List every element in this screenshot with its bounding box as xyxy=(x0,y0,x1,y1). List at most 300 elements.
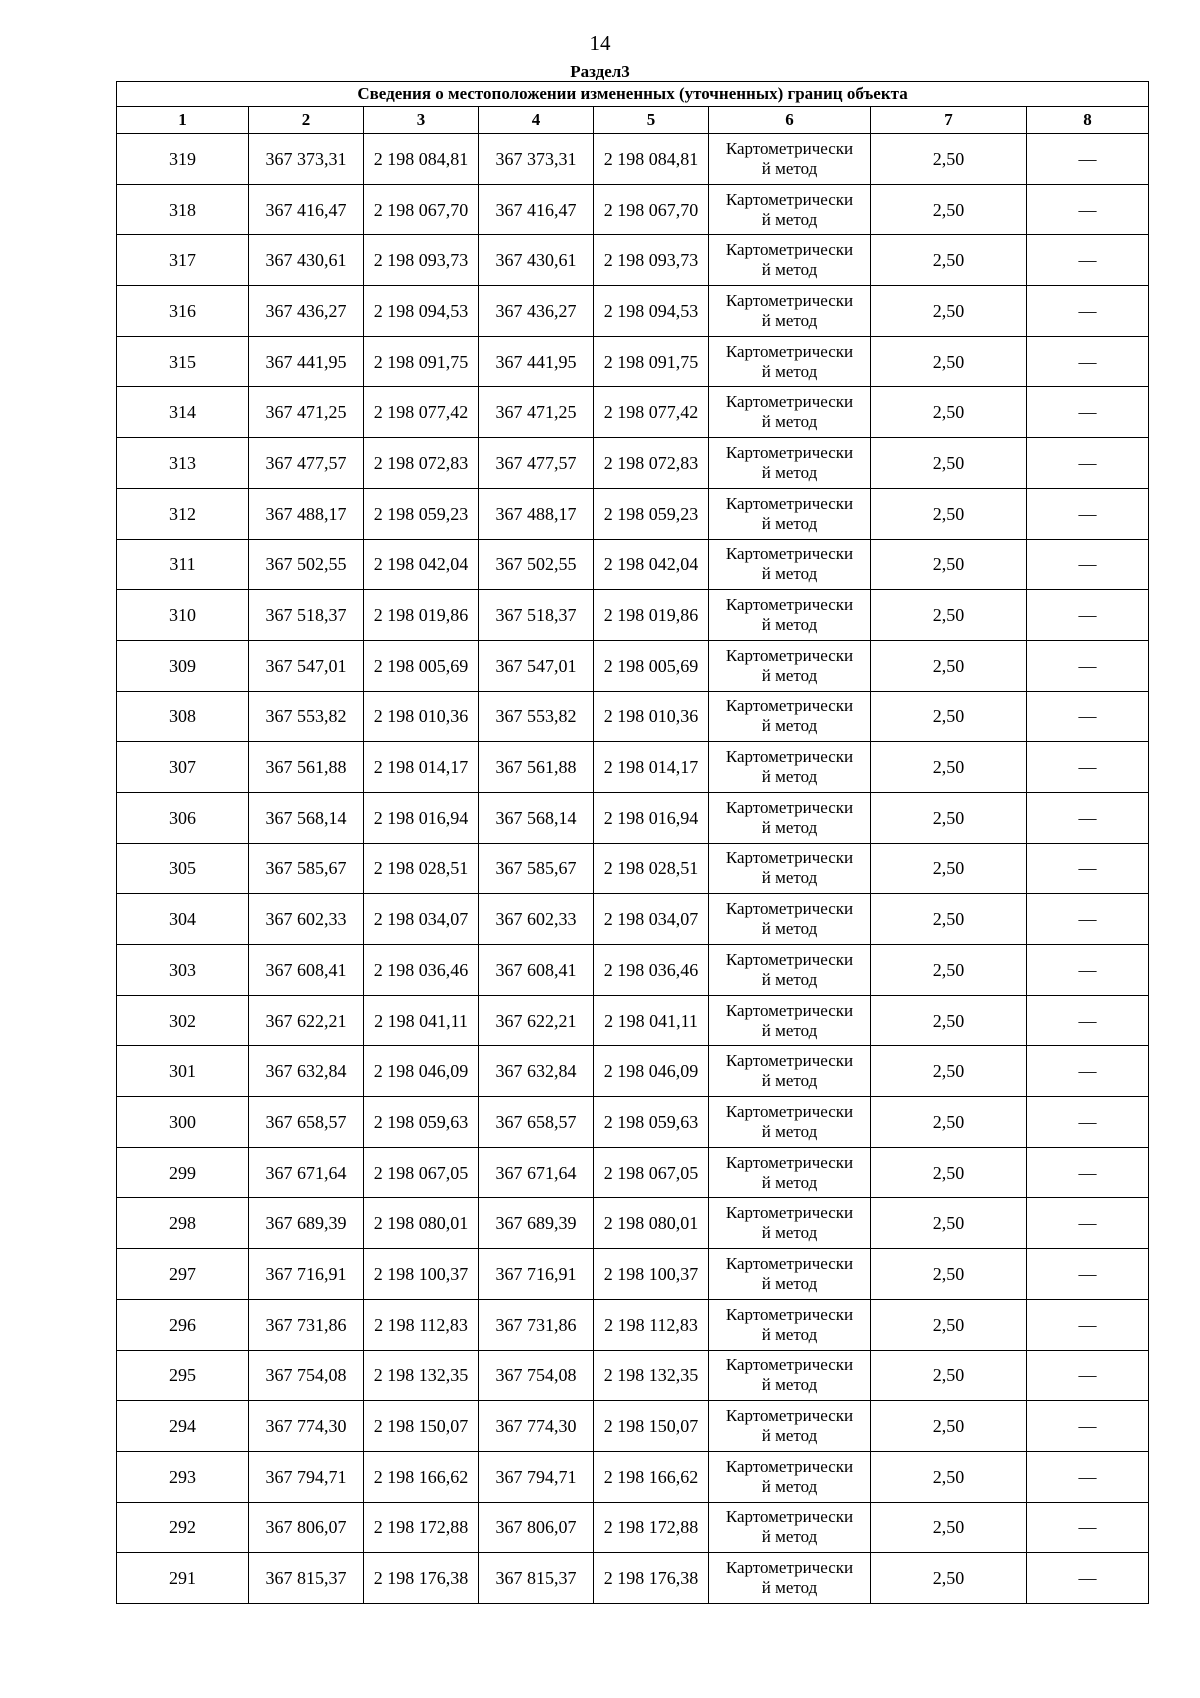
method-text-line: Картометрически xyxy=(725,1000,854,1020)
x-coordinate-refined-cell: 367 416,47 xyxy=(479,184,594,235)
accuracy-cell: 2,50 xyxy=(871,134,1027,185)
x-coordinate-refined-cell: 367 373,31 xyxy=(479,134,594,185)
accuracy-cell: 2,50 xyxy=(871,894,1027,945)
y-coordinate-existing-cell: 2 198 042,04 xyxy=(364,539,479,590)
column-header: 1 xyxy=(117,107,249,134)
method-text-line: й метод xyxy=(761,462,818,482)
method-cell xyxy=(709,336,871,387)
method-text-line: й метод xyxy=(761,1020,818,1040)
method-text-line: Картометрически xyxy=(725,493,854,513)
y-coordinate-existing-cell: 2 198 010,36 xyxy=(364,691,479,742)
method-cell xyxy=(709,1350,871,1401)
x-coordinate-existing-cell: 367 608,41 xyxy=(249,945,364,996)
description-cell: — xyxy=(1027,945,1149,996)
x-coordinate-refined-cell: 367 794,71 xyxy=(479,1451,594,1502)
table-row xyxy=(117,1299,1149,1350)
accuracy-cell: 2,50 xyxy=(871,488,1027,539)
method-cell xyxy=(709,1147,871,1198)
description-cell: — xyxy=(1027,1401,1149,1452)
table-header-row xyxy=(117,107,1149,134)
x-coordinate-refined-cell: 367 671,64 xyxy=(479,1147,594,1198)
y-coordinate-existing-cell: 2 198 150,07 xyxy=(364,1401,479,1452)
method-cell xyxy=(709,640,871,691)
table-row xyxy=(117,134,1149,185)
x-coordinate-refined-cell: 367 518,37 xyxy=(479,590,594,641)
x-coordinate-existing-cell: 367 373,31 xyxy=(249,134,364,185)
y-coordinate-refined-cell: 2 198 084,81 xyxy=(594,134,709,185)
accuracy-cell: 2,50 xyxy=(871,1147,1027,1198)
method-text-line: Картометрически xyxy=(725,1355,854,1375)
method-text-line: й метод xyxy=(761,969,818,989)
y-coordinate-refined-cell: 2 198 080,01 xyxy=(594,1198,709,1249)
table-row xyxy=(117,184,1149,235)
y-coordinate-existing-cell: 2 198 084,81 xyxy=(364,134,479,185)
method-text-line: й метод xyxy=(761,1172,818,1192)
method-cell xyxy=(709,134,871,185)
method-text-line: й метод xyxy=(761,615,818,635)
table-row xyxy=(117,1147,1149,1198)
accuracy-cell: 2,50 xyxy=(871,1401,1027,1452)
boundary-coordinates-table xyxy=(116,81,1149,1604)
y-coordinate-refined-cell: 2 198 077,42 xyxy=(594,387,709,438)
method-text-line: й метод xyxy=(761,1121,818,1141)
method-text-line: Картометрически xyxy=(725,797,854,817)
x-coordinate-refined-cell: 367 815,37 xyxy=(479,1553,594,1604)
accuracy-cell: 2,50 xyxy=(871,742,1027,793)
method-text-line: Картометрически xyxy=(725,848,854,868)
accuracy-cell: 2,50 xyxy=(871,387,1027,438)
description-cell: — xyxy=(1027,1451,1149,1502)
x-coordinate-refined-cell: 367 774,30 xyxy=(479,1401,594,1452)
y-coordinate-refined-cell: 2 198 093,73 xyxy=(594,235,709,286)
x-coordinate-refined-cell: 367 477,57 xyxy=(479,438,594,489)
table-row xyxy=(117,640,1149,691)
accuracy-cell: 2,50 xyxy=(871,235,1027,286)
x-coordinate-existing-cell: 367 622,21 xyxy=(249,995,364,1046)
x-coordinate-existing-cell: 367 518,37 xyxy=(249,590,364,641)
method-text-line: Картометрически xyxy=(725,290,854,310)
table-row xyxy=(117,1350,1149,1401)
description-cell: — xyxy=(1027,691,1149,742)
y-coordinate-refined-cell: 2 198 016,94 xyxy=(594,792,709,843)
table-row xyxy=(117,792,1149,843)
x-coordinate-refined-cell: 367 622,21 xyxy=(479,995,594,1046)
accuracy-cell: 2,50 xyxy=(871,539,1027,590)
y-coordinate-existing-cell: 2 198 077,42 xyxy=(364,387,479,438)
column-header: 3 xyxy=(364,107,479,134)
accuracy-cell: 2,50 xyxy=(871,945,1027,996)
x-coordinate-refined-cell: 367 553,82 xyxy=(479,691,594,742)
point-number-cell: 308 xyxy=(117,691,249,742)
description-cell: — xyxy=(1027,488,1149,539)
x-coordinate-refined-cell: 367 568,14 xyxy=(479,792,594,843)
y-coordinate-refined-cell: 2 198 100,37 xyxy=(594,1249,709,1300)
method-text-line: й метод xyxy=(761,158,818,178)
y-coordinate-existing-cell: 2 198 094,53 xyxy=(364,286,479,337)
accuracy-cell: 2,50 xyxy=(871,590,1027,641)
y-coordinate-existing-cell: 2 198 016,94 xyxy=(364,792,479,843)
method-text-line: Картометрически xyxy=(725,949,854,969)
point-number-cell: 304 xyxy=(117,894,249,945)
column-header: 8 xyxy=(1027,107,1149,134)
x-coordinate-refined-cell: 367 754,08 xyxy=(479,1350,594,1401)
y-coordinate-existing-cell: 2 198 059,63 xyxy=(364,1097,479,1148)
x-coordinate-existing-cell: 367 553,82 xyxy=(249,691,364,742)
y-coordinate-refined-cell: 2 198 042,04 xyxy=(594,539,709,590)
accuracy-cell: 2,50 xyxy=(871,336,1027,387)
x-coordinate-existing-cell: 367 441,95 xyxy=(249,336,364,387)
method-text-line: й метод xyxy=(761,260,818,280)
accuracy-cell: 2,50 xyxy=(871,286,1027,337)
table-row xyxy=(117,488,1149,539)
x-coordinate-existing-cell: 367 602,33 xyxy=(249,894,364,945)
description-cell: — xyxy=(1027,387,1149,438)
y-coordinate-existing-cell: 2 198 067,70 xyxy=(364,184,479,235)
point-number-cell: 313 xyxy=(117,438,249,489)
method-text-line: й метод xyxy=(761,1476,818,1496)
method-text-line: Картометрически xyxy=(725,1507,854,1527)
method-text-line: Картометрически xyxy=(725,1203,854,1223)
column-header: 5 xyxy=(594,107,709,134)
method-cell xyxy=(709,387,871,438)
accuracy-cell: 2,50 xyxy=(871,640,1027,691)
point-number-cell: 315 xyxy=(117,336,249,387)
y-coordinate-refined-cell: 2 198 072,83 xyxy=(594,438,709,489)
method-text-line: й метод xyxy=(761,513,818,533)
description-cell: — xyxy=(1027,134,1149,185)
method-text-line: й метод xyxy=(761,817,818,837)
x-coordinate-refined-cell: 367 488,17 xyxy=(479,488,594,539)
x-coordinate-existing-cell: 367 416,47 xyxy=(249,184,364,235)
x-coordinate-existing-cell: 367 547,01 xyxy=(249,640,364,691)
point-number-cell: 291 xyxy=(117,1553,249,1604)
point-number-cell: 319 xyxy=(117,134,249,185)
table-row xyxy=(117,1046,1149,1097)
method-text-line: Картометрически xyxy=(725,189,854,209)
y-coordinate-existing-cell: 2 198 041,11 xyxy=(364,995,479,1046)
y-coordinate-refined-cell: 2 198 041,11 xyxy=(594,995,709,1046)
y-coordinate-refined-cell: 2 198 094,53 xyxy=(594,286,709,337)
y-coordinate-refined-cell: 2 198 067,05 xyxy=(594,1147,709,1198)
column-header: 7 xyxy=(871,107,1027,134)
y-coordinate-existing-cell: 2 198 093,73 xyxy=(364,235,479,286)
method-cell xyxy=(709,235,871,286)
description-cell: — xyxy=(1027,894,1149,945)
y-coordinate-existing-cell: 2 198 034,07 xyxy=(364,894,479,945)
method-cell xyxy=(709,488,871,539)
method-text-line: Картометрически xyxy=(725,1304,854,1324)
x-coordinate-existing-cell: 367 502,55 xyxy=(249,539,364,590)
description-cell: — xyxy=(1027,1299,1149,1350)
y-coordinate-refined-cell: 2 198 059,23 xyxy=(594,488,709,539)
x-coordinate-refined-cell: 367 471,25 xyxy=(479,387,594,438)
y-coordinate-refined-cell: 2 198 034,07 xyxy=(594,894,709,945)
x-coordinate-refined-cell: 367 602,33 xyxy=(479,894,594,945)
accuracy-cell: 2,50 xyxy=(871,1097,1027,1148)
description-cell: — xyxy=(1027,286,1149,337)
method-cell xyxy=(709,1249,871,1300)
method-cell xyxy=(709,1046,871,1097)
x-coordinate-existing-cell: 367 561,88 xyxy=(249,742,364,793)
column-header: 2 xyxy=(249,107,364,134)
method-text-line: й метод xyxy=(761,1071,818,1091)
method-text-line: й метод xyxy=(761,767,818,787)
x-coordinate-existing-cell: 367 632,84 xyxy=(249,1046,364,1097)
x-coordinate-existing-cell: 367 658,57 xyxy=(249,1097,364,1148)
point-number-cell: 306 xyxy=(117,792,249,843)
point-number-cell: 302 xyxy=(117,995,249,1046)
x-coordinate-refined-cell: 367 658,57 xyxy=(479,1097,594,1148)
description-cell: — xyxy=(1027,1553,1149,1604)
description-cell: — xyxy=(1027,438,1149,489)
accuracy-cell: 2,50 xyxy=(871,691,1027,742)
method-text-line: Картометрически xyxy=(725,1253,854,1273)
table-row xyxy=(117,336,1149,387)
method-text-line: й метод xyxy=(761,1527,818,1547)
y-coordinate-refined-cell: 2 198 046,09 xyxy=(594,1046,709,1097)
description-cell: — xyxy=(1027,1502,1149,1553)
x-coordinate-existing-cell: 367 774,30 xyxy=(249,1401,364,1452)
method-text-line: Картометрически xyxy=(725,1101,854,1121)
x-coordinate-existing-cell: 367 806,07 xyxy=(249,1502,364,1553)
accuracy-cell: 2,50 xyxy=(871,995,1027,1046)
accuracy-cell: 2,50 xyxy=(871,1198,1027,1249)
table-row xyxy=(117,387,1149,438)
method-text-line: Картометрически xyxy=(725,240,854,260)
x-coordinate-refined-cell: 367 632,84 xyxy=(479,1046,594,1097)
point-number-cell: 311 xyxy=(117,539,249,590)
method-cell xyxy=(709,590,871,641)
method-text-line: й метод xyxy=(761,716,818,736)
method-text-line: Картометрически xyxy=(725,392,854,412)
x-coordinate-existing-cell: 367 815,37 xyxy=(249,1553,364,1604)
table-row xyxy=(117,742,1149,793)
table-row xyxy=(117,438,1149,489)
point-number-cell: 309 xyxy=(117,640,249,691)
x-coordinate-existing-cell: 367 754,08 xyxy=(249,1350,364,1401)
description-cell: — xyxy=(1027,1198,1149,1249)
method-text-line: й метод xyxy=(761,209,818,229)
column-header: 4 xyxy=(479,107,594,134)
table-row xyxy=(117,843,1149,894)
point-number-cell: 299 xyxy=(117,1147,249,1198)
point-number-cell: 298 xyxy=(117,1198,249,1249)
method-text-line: й метод xyxy=(761,1578,818,1598)
method-cell xyxy=(709,792,871,843)
method-cell xyxy=(709,1097,871,1148)
method-text-line: й метод xyxy=(761,665,818,685)
method-text-line: Картометрически xyxy=(725,1456,854,1476)
method-cell xyxy=(709,1553,871,1604)
y-coordinate-refined-cell: 2 198 014,17 xyxy=(594,742,709,793)
method-cell xyxy=(709,1502,871,1553)
y-coordinate-existing-cell: 2 198 132,35 xyxy=(364,1350,479,1401)
method-text-line: й метод xyxy=(761,1273,818,1293)
x-coordinate-refined-cell: 367 716,91 xyxy=(479,1249,594,1300)
y-coordinate-refined-cell: 2 198 010,36 xyxy=(594,691,709,742)
x-coordinate-refined-cell: 367 441,95 xyxy=(479,336,594,387)
method-cell xyxy=(709,843,871,894)
method-cell xyxy=(709,945,871,996)
y-coordinate-refined-cell: 2 198 176,38 xyxy=(594,1553,709,1604)
description-cell: — xyxy=(1027,995,1149,1046)
method-text-line: Картометрически xyxy=(725,442,854,462)
method-text-line: й метод xyxy=(761,1324,818,1344)
description-cell: — xyxy=(1027,1046,1149,1097)
description-cell: — xyxy=(1027,235,1149,286)
y-coordinate-existing-cell: 2 198 067,05 xyxy=(364,1147,479,1198)
method-text-line: Картометрически xyxy=(725,696,854,716)
description-cell: — xyxy=(1027,1350,1149,1401)
accuracy-cell: 2,50 xyxy=(871,1249,1027,1300)
method-cell xyxy=(709,742,871,793)
x-coordinate-existing-cell: 367 568,14 xyxy=(249,792,364,843)
method-text-line: Картометрически xyxy=(725,645,854,665)
table-row xyxy=(117,1198,1149,1249)
y-coordinate-existing-cell: 2 198 072,83 xyxy=(364,438,479,489)
x-coordinate-refined-cell: 367 585,67 xyxy=(479,843,594,894)
method-text-line: й метод xyxy=(761,361,818,381)
x-coordinate-existing-cell: 367 585,67 xyxy=(249,843,364,894)
table-caption: Сведения о местоположении измененных (уточненных) границ объекта xyxy=(117,82,1149,107)
y-coordinate-existing-cell: 2 198 059,23 xyxy=(364,488,479,539)
description-cell: — xyxy=(1027,742,1149,793)
table-caption-row xyxy=(117,82,1149,107)
x-coordinate-existing-cell: 367 471,25 xyxy=(249,387,364,438)
table-row xyxy=(117,539,1149,590)
method-text-line: Картометрически xyxy=(725,544,854,564)
method-cell xyxy=(709,1451,871,1502)
description-cell: — xyxy=(1027,590,1149,641)
point-number-cell: 293 xyxy=(117,1451,249,1502)
y-coordinate-existing-cell: 2 198 036,46 xyxy=(364,945,479,996)
method-text-line: й метод xyxy=(761,919,818,939)
table-row xyxy=(117,1502,1149,1553)
description-cell: — xyxy=(1027,336,1149,387)
y-coordinate-existing-cell: 2 198 005,69 xyxy=(364,640,479,691)
description-cell: — xyxy=(1027,184,1149,235)
point-number-cell: 301 xyxy=(117,1046,249,1097)
method-cell xyxy=(709,1401,871,1452)
page-number: 14 xyxy=(589,31,611,55)
method-cell xyxy=(709,539,871,590)
x-coordinate-existing-cell: 367 689,39 xyxy=(249,1198,364,1249)
description-cell: — xyxy=(1027,1249,1149,1300)
y-coordinate-refined-cell: 2 198 112,83 xyxy=(594,1299,709,1350)
method-cell xyxy=(709,184,871,235)
point-number-cell: 296 xyxy=(117,1299,249,1350)
y-coordinate-refined-cell: 2 198 150,07 xyxy=(594,1401,709,1452)
accuracy-cell: 2,50 xyxy=(871,843,1027,894)
description-cell: — xyxy=(1027,1097,1149,1148)
y-coordinate-refined-cell: 2 198 172,88 xyxy=(594,1502,709,1553)
method-text-line: Картометрически xyxy=(725,595,854,615)
y-coordinate-refined-cell: 2 198 067,70 xyxy=(594,184,709,235)
method-text-line: Картометрически xyxy=(725,1152,854,1172)
method-cell xyxy=(709,691,871,742)
y-coordinate-existing-cell: 2 198 080,01 xyxy=(364,1198,479,1249)
y-coordinate-existing-cell: 2 198 176,38 xyxy=(364,1553,479,1604)
method-text-line: й метод xyxy=(761,1375,818,1395)
x-coordinate-refined-cell: 367 731,86 xyxy=(479,1299,594,1350)
accuracy-cell: 2,50 xyxy=(871,1451,1027,1502)
method-text-line: й метод xyxy=(761,564,818,584)
point-number-cell: 317 xyxy=(117,235,249,286)
description-cell: — xyxy=(1027,640,1149,691)
table-row xyxy=(117,1451,1149,1502)
description-cell: — xyxy=(1027,1147,1149,1198)
y-coordinate-existing-cell: 2 198 100,37 xyxy=(364,1249,479,1300)
method-text-line: Картометрически xyxy=(725,1051,854,1071)
method-text-line: й метод xyxy=(761,1426,818,1446)
x-coordinate-existing-cell: 367 488,17 xyxy=(249,488,364,539)
accuracy-cell: 2,50 xyxy=(871,1502,1027,1553)
x-coordinate-existing-cell: 367 477,57 xyxy=(249,438,364,489)
description-cell: — xyxy=(1027,539,1149,590)
description-cell: — xyxy=(1027,792,1149,843)
method-text-line: Картометрически xyxy=(725,1406,854,1426)
method-cell xyxy=(709,894,871,945)
table-row xyxy=(117,1401,1149,1452)
point-number-cell: 316 xyxy=(117,286,249,337)
y-coordinate-existing-cell: 2 198 028,51 xyxy=(364,843,479,894)
method-text-line: Картометрически xyxy=(725,899,854,919)
y-coordinate-refined-cell: 2 198 019,86 xyxy=(594,590,709,641)
y-coordinate-existing-cell: 2 198 019,86 xyxy=(364,590,479,641)
y-coordinate-refined-cell: 2 198 091,75 xyxy=(594,336,709,387)
x-coordinate-refined-cell: 367 689,39 xyxy=(479,1198,594,1249)
x-coordinate-refined-cell: 367 806,07 xyxy=(479,1502,594,1553)
y-coordinate-refined-cell: 2 198 132,35 xyxy=(594,1350,709,1401)
column-header: 6 xyxy=(709,107,871,134)
method-cell xyxy=(709,286,871,337)
x-coordinate-existing-cell: 367 436,27 xyxy=(249,286,364,337)
accuracy-cell: 2,50 xyxy=(871,1299,1027,1350)
x-coordinate-refined-cell: 367 430,61 xyxy=(479,235,594,286)
x-coordinate-refined-cell: 367 561,88 xyxy=(479,742,594,793)
method-cell xyxy=(709,1299,871,1350)
y-coordinate-existing-cell: 2 198 166,62 xyxy=(364,1451,479,1502)
x-coordinate-refined-cell: 367 502,55 xyxy=(479,539,594,590)
table-body xyxy=(117,134,1149,1604)
y-coordinate-refined-cell: 2 198 028,51 xyxy=(594,843,709,894)
method-text-line: Картометрически xyxy=(725,341,854,361)
x-coordinate-refined-cell: 367 608,41 xyxy=(479,945,594,996)
table-row xyxy=(117,1249,1149,1300)
x-coordinate-existing-cell: 367 430,61 xyxy=(249,235,364,286)
x-coordinate-refined-cell: 367 547,01 xyxy=(479,640,594,691)
point-number-cell: 292 xyxy=(117,1502,249,1553)
y-coordinate-existing-cell: 2 198 091,75 xyxy=(364,336,479,387)
y-coordinate-existing-cell: 2 198 014,17 xyxy=(364,742,479,793)
point-number-cell: 297 xyxy=(117,1249,249,1300)
point-number-cell: 314 xyxy=(117,387,249,438)
accuracy-cell: 2,50 xyxy=(871,184,1027,235)
point-number-cell: 303 xyxy=(117,945,249,996)
method-cell xyxy=(709,995,871,1046)
method-cell xyxy=(709,438,871,489)
y-coordinate-refined-cell: 2 198 059,63 xyxy=(594,1097,709,1148)
point-number-cell: 312 xyxy=(117,488,249,539)
y-coordinate-existing-cell: 2 198 172,88 xyxy=(364,1502,479,1553)
table-row xyxy=(117,691,1149,742)
point-number-cell: 300 xyxy=(117,1097,249,1148)
method-text-line: й метод xyxy=(761,868,818,888)
x-coordinate-existing-cell: 367 731,86 xyxy=(249,1299,364,1350)
table-row xyxy=(117,286,1149,337)
x-coordinate-refined-cell: 367 436,27 xyxy=(479,286,594,337)
method-text-line: Картометрически xyxy=(725,1558,854,1578)
